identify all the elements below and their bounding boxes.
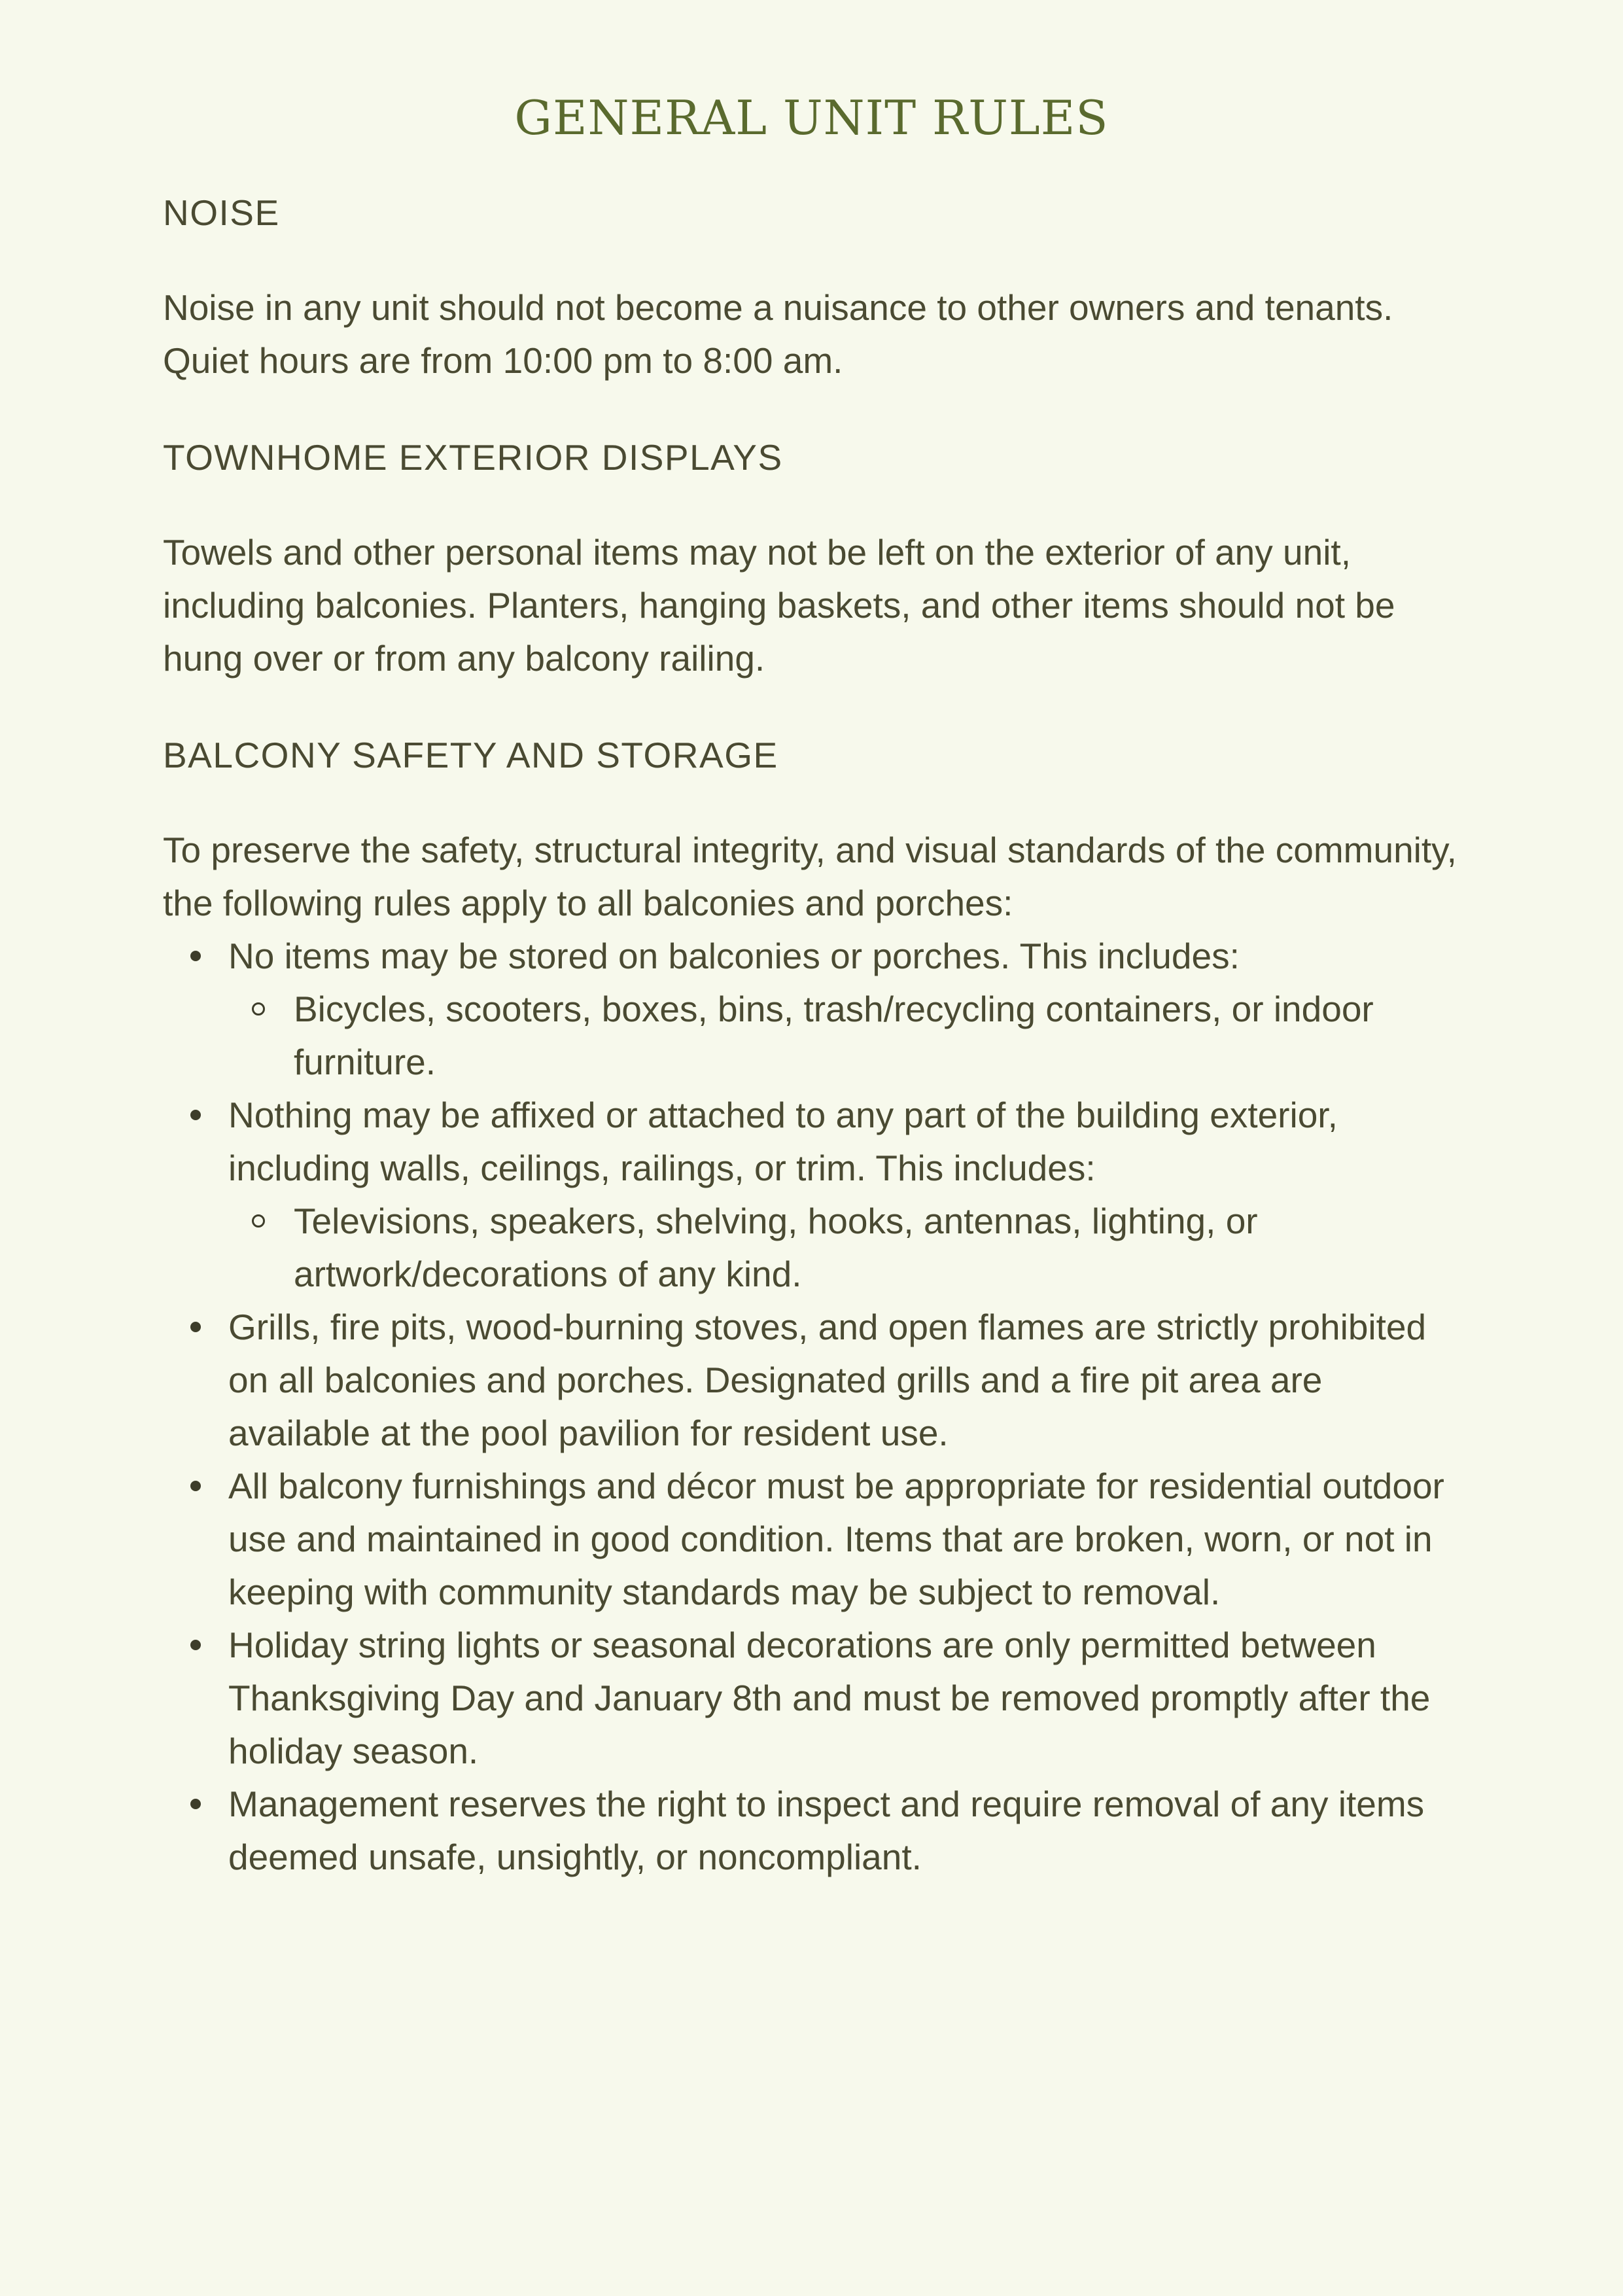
page-title: GENERAL UNIT RULES [514,90,1109,145]
hollow-bullet-icon [252,1214,265,1227]
sub-list-item-text: Televisions, speakers, shelving, hooks, antennas, lighting, or artwork/decorations of any kind. [294,1201,1258,1294]
balcony-rules-list [163,930,1471,1884]
list-item-text: Grills, fire pits, wood-burning stoves, and open flames are strictly prohibited on all balconies and porches. Designated grills and a fire pit area are available at the pool pavilion for resident use. [228,1307,1427,1453]
bullet-icon [190,1481,201,1491]
list-item-text: No items may be stored on balconies or porches. This includes: [228,936,1240,976]
sub-list-item [228,983,1471,1089]
document-body [163,177,1471,1884]
list-item [163,1089,1471,1301]
bullet-icon [190,1799,201,1809]
list-item-text: All balcony furnishings and décor must be appropriate for residential outdoor use and maintained in good condition. Items that are broken, worn, or not in keeping with community standards may be subject to removal. [228,1466,1444,1612]
list-item [163,1301,1471,1460]
section-paragraph-exterior-displays: Towels and other personal items may not be left on the exterior of any unit, including balconies. Planters, hanging baskets, and other items should not be hung over or from any balcony railing. [163,532,1395,679]
section-heading-balcony-safety: BALCONY SAFETY AND STORAGE [163,735,778,775]
list-item [163,1460,1471,1619]
bullet-icon [190,1322,201,1332]
section-heading-noise: NOISE [163,192,280,233]
section-paragraph-balcony-safety: To preserve the safety, structural integrity, and visual standards of the community, the following rules apply to all balconies and porches: [163,830,1457,923]
bullet-icon [190,1110,201,1120]
list-item [163,930,1471,1089]
sub-list-item-text: Bicycles, scooters, boxes, bins, trash/recycling containers, or indoor furniture. [294,989,1374,1082]
list-item [163,1619,1471,1778]
sub-list [228,983,1471,1089]
list-item [163,1778,1471,1884]
sub-list [228,1195,1471,1301]
list-item-text: Holiday string lights or seasonal decorations are only permitted between Thanksgiving Day and January 8th and must be removed promptly after the holiday season. [228,1625,1431,1771]
bullet-icon [190,951,201,961]
section-heading-exterior-displays: TOWNHOME EXTERIOR DISPLAYS [163,437,783,478]
list-item-text: Nothing may be affixed or attached to any part of the building exterior, including walls, ceilings, railings, or trim. This includes: [228,1095,1338,1188]
hollow-bullet-icon [252,1002,265,1016]
bullet-icon [190,1640,201,1650]
list-item-text: Management reserves the right to inspect and require removal of any items deemed unsafe, unsightly, or noncompliant. [228,1784,1425,1877]
sub-list-item [228,1195,1471,1301]
section-paragraph-noise: Noise in any unit should not become a nuisance to other owners and tenants. Quiet hours are from 10:00 pm to 8:00 am. [163,287,1393,381]
